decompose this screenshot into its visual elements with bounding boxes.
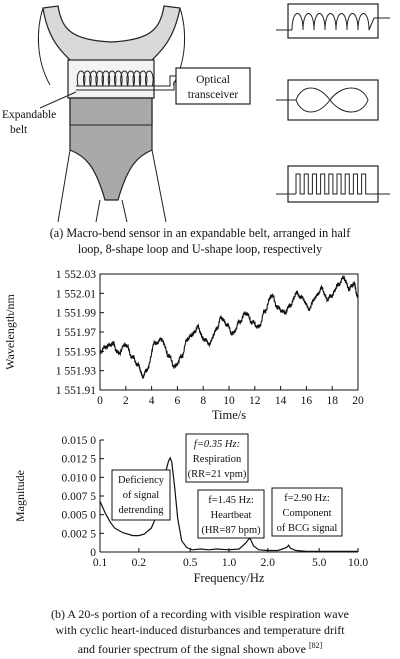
caption-a-line-1: (a) Macro-bend sensor in an expandable belt, arranged in half bbox=[49, 226, 351, 240]
ann-resp-3: (RR=21 vpm) bbox=[187, 469, 247, 480]
expandable-belt-label-2: belt bbox=[10, 124, 28, 136]
c2-y-tick-label: 0.012 5 bbox=[61, 453, 96, 466]
c1-y-tick-label: 1 552.01 bbox=[55, 288, 96, 301]
figure-a-illustration bbox=[0, 0, 400, 222]
caption-b bbox=[14, 606, 386, 657]
expandable-belt-label-1: Expandable bbox=[2, 109, 57, 121]
annotation-deficiency bbox=[112, 470, 170, 520]
caption-a bbox=[14, 225, 386, 257]
c2-y-tick-label: 0.015 0 bbox=[61, 435, 96, 447]
annotation-bcg bbox=[272, 488, 342, 536]
c2-x-tick-label: 2.0 bbox=[260, 557, 276, 569]
ann-bcg-3: of BCG signal bbox=[276, 523, 338, 534]
ann-deficiency-2: of signal bbox=[122, 490, 160, 501]
c1-y-tick-label: 1 551.95 bbox=[55, 346, 96, 359]
caption-b-line-3-text: and fourier spectrum of the signal shown above bbox=[77, 642, 306, 656]
c1-y-tick-label: 1 551.93 bbox=[55, 365, 96, 378]
c1-x-tick-label: 10 bbox=[223, 395, 235, 407]
c2-x-axis-label: Frequency/Hz bbox=[193, 571, 265, 585]
c2-x-tick-label: 10.0 bbox=[347, 557, 369, 569]
ann-resp-2: Respiration bbox=[192, 454, 242, 465]
ann-bcg-2: Component bbox=[282, 508, 332, 519]
ann-deficiency-1: Deficiency bbox=[117, 475, 165, 486]
c2-y-tick-label: 0.007 5 bbox=[61, 491, 96, 503]
c1-x-tick-label: 18 bbox=[326, 395, 338, 407]
c1-x-tick-label: 4 bbox=[148, 395, 155, 407]
c1-x-tick-label: 20 bbox=[352, 395, 364, 407]
c1-y-tick-label: 1 551.97 bbox=[55, 327, 96, 339]
ann-heart-3: (HR=87 bpm) bbox=[201, 525, 261, 536]
expandable-belt bbox=[68, 60, 154, 98]
eight-shape-loop-sensor bbox=[276, 80, 378, 120]
c2-y-tick-label: 0.002 5 bbox=[61, 528, 96, 541]
c1-x-tick-label: 12 bbox=[249, 395, 261, 407]
wavelength-series-line bbox=[100, 275, 358, 378]
c2-y-tick-label: 0 bbox=[90, 547, 96, 559]
ann-bcg-1: f=2.90 Hz: bbox=[284, 493, 330, 504]
c1-x-tick-label: 6 bbox=[174, 395, 181, 407]
caption-b-line-3 bbox=[14, 638, 386, 657]
c1-x-tick-label: 0 bbox=[97, 395, 103, 407]
caption-b-reference: [82] bbox=[308, 641, 323, 650]
c2-x-tick-label: 5.0 bbox=[311, 557, 327, 569]
annotation-respiration bbox=[186, 434, 248, 482]
ann-deficiency-3: detrending bbox=[118, 505, 164, 516]
c1-x-tick-label: 2 bbox=[122, 395, 129, 407]
c2-y-axis-label: Magnitude bbox=[13, 470, 27, 522]
c1-x-tick-label: 8 bbox=[200, 395, 207, 407]
c1-y-axis-label: Wavelength/nm bbox=[3, 294, 17, 370]
c1-x-tick-label: 14 bbox=[274, 395, 287, 407]
c1-y-tick-label: 1 551.99 bbox=[55, 307, 96, 320]
optical-transceiver-label-2: transceiver bbox=[187, 89, 239, 101]
c1-y-tick-label: 1 552.03 bbox=[55, 269, 96, 281]
c2-y-tick-label: 0.010 0 bbox=[61, 472, 96, 485]
c2-x-tick-label: 0.2 bbox=[131, 557, 147, 569]
c2-y-tick-label: 0.005 0 bbox=[61, 509, 96, 522]
optical-transceiver-label-1: Optical bbox=[196, 74, 230, 86]
c1-x-axis-label: Time/s bbox=[211, 408, 247, 420]
u-shape-loop-sensor bbox=[276, 166, 390, 202]
ann-heart-2: Heartbeat bbox=[210, 510, 252, 521]
c2-x-tick-label: 0.5 bbox=[182, 557, 198, 569]
c1-x-tick-label: 16 bbox=[300, 395, 313, 407]
wavelength-time-chart bbox=[0, 268, 400, 420]
ann-resp-1: f=0.35 Hz: bbox=[193, 439, 241, 450]
caption-b-line-1: (b) A 20-s portion of a recording with visible respiration wave bbox=[51, 607, 349, 621]
annotation-heartbeat bbox=[198, 490, 264, 538]
c1-y-tick-label: 1 551.91 bbox=[55, 385, 96, 397]
caption-a-line-2: loop, 8-shape loop and U-shape loop, respectively bbox=[77, 242, 323, 256]
half-loop-sensor bbox=[276, 4, 390, 38]
c2-x-tick-label: 1.0 bbox=[221, 557, 237, 569]
magnitude-frequency-chart bbox=[0, 430, 400, 602]
lower-body bbox=[70, 98, 152, 200]
caption-b-line-2: with cyclic heart-induced disturbances and temperature drift bbox=[55, 623, 345, 637]
ann-heart-1: f=1.45 Hz: bbox=[208, 495, 254, 506]
c2-x-tick-label: 0.1 bbox=[92, 557, 108, 569]
